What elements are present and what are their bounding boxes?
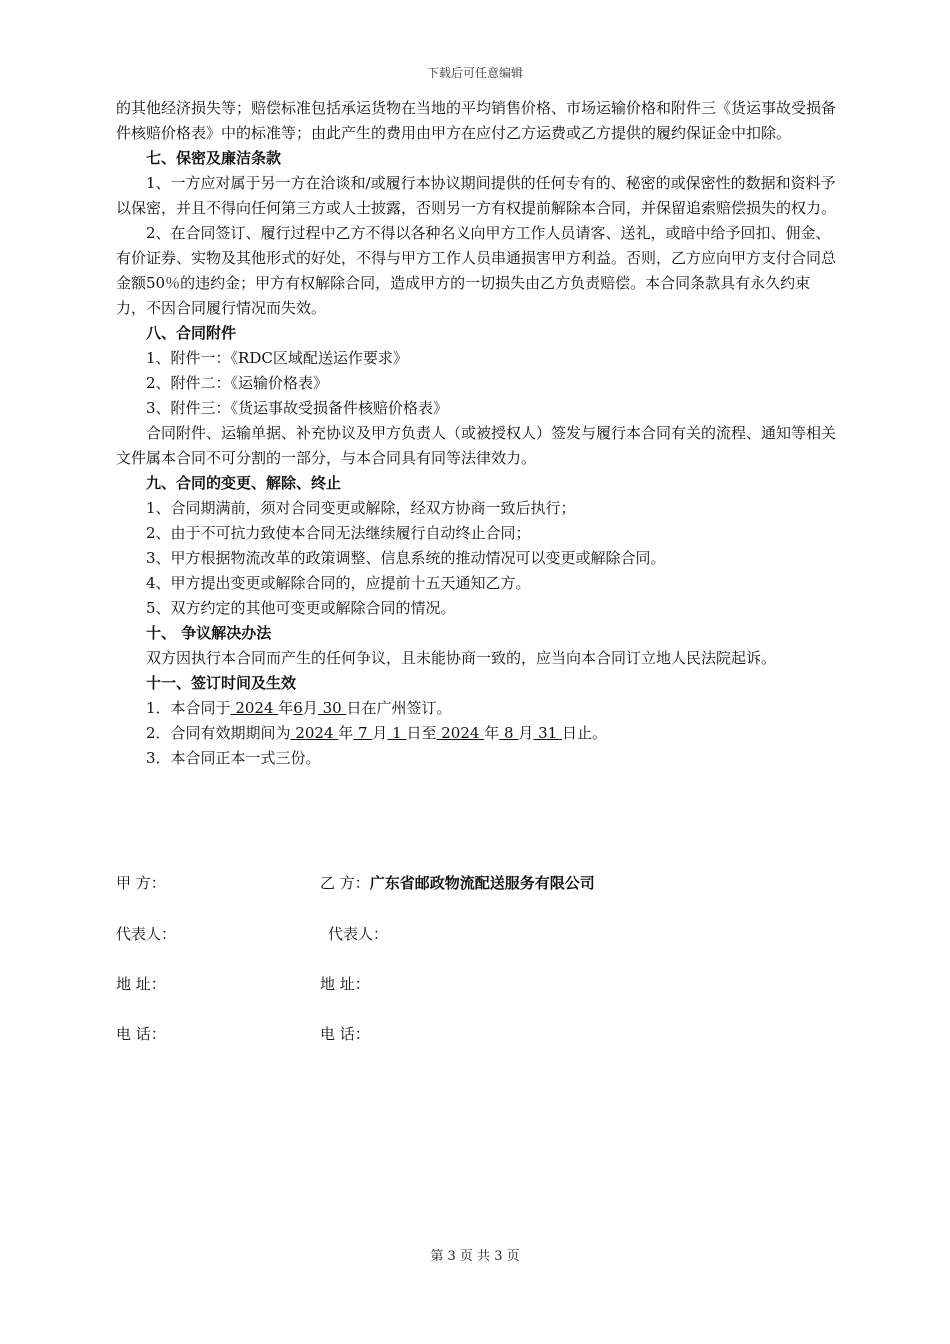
party-b-name: 广东省邮政物流配送服务有限公司 xyxy=(369,874,595,892)
attachment-note: 合同附件、运输单据、补充协议及甲方负责人（或被授权人）签发与履行本合同有关的流程、通知等相关文件属本合同不可分割的一部分，与本合同具有同等法律效力。 xyxy=(116,424,837,467)
attachment-1: 1、附件一：《RDC区域配送运作要求》 xyxy=(146,349,408,367)
section-7-title: 七、保密及廉洁条款 xyxy=(146,149,282,167)
page-header: 下载后可任意编辑 xyxy=(426,66,523,80)
section-9-title: 九、合同的变更、解除、终止 xyxy=(146,474,342,492)
end-year: 2024 xyxy=(436,724,485,742)
signature-address-row xyxy=(116,972,840,997)
copies-line: 3．本合同正本一式三份。 xyxy=(146,749,321,767)
signing-day: 30 xyxy=(317,699,347,717)
party-a-phone: 电 话： xyxy=(116,1025,166,1043)
party-b xyxy=(320,871,595,896)
attachment-3: 3、附件三：《货运事故受损备件核赔价格表》 xyxy=(146,399,449,417)
signing-year: 2024 xyxy=(230,699,279,717)
section-10-paragraph: 双方因执行本合同而产生的任何争议，且未能协商一致的，应当向本合同订立地人民法院起诉。 xyxy=(146,649,777,667)
end-month: 8 xyxy=(499,724,519,742)
section-11-title: 十一、签订时间及生效 xyxy=(146,674,297,692)
section-8-title: 八、合同附件 xyxy=(146,324,237,342)
party-b-phone: 电 话： xyxy=(320,1025,370,1043)
start-month: 7 xyxy=(353,724,373,742)
party-a-representative: 代表人： xyxy=(116,925,177,943)
party-b-representative: 代表人： xyxy=(328,925,389,943)
section-7-clause-1: 1、一方应对属于另一方在洽谈和/或履行本协议期间提供的任何专有的、秘密的或保密性的数据和资料予以保密，并且不得向任何第三方或人士披露，否则另一方有权提前解除本合同，并保留追索赔偿损失的权力。 xyxy=(116,174,837,217)
validity-period-line: 2．合同有效期期间为 2024 年 7 月 1 日至 2024 年 8 月 31 日止。 xyxy=(146,724,607,742)
signing-month: 6 xyxy=(293,699,303,717)
continued-paragraph: 的其他经济损失等；赔偿标准包括承运货物在当地的平均销售价格、市场运输价格和附件三《货运事故受损备件核赔价格表》中的标准等；由此产生的费用由甲方在应付乙方运费或乙方提供的履约保证金中扣除。 xyxy=(116,99,837,142)
section-9-item-1: 1、合同期满前，须对合同变更或解除，经双方协商一致后执行； xyxy=(146,499,576,517)
section-7-clause-2: 2、在合同签订、履行过程中乙方不得以各种名义向甲方工作人员请客、送礼，或暗中给予回扣、佣金、有价证券、实物及其他形式的好处，不得与甲方工作人员串通损害甲方利益。否则，乙方应向甲方支付合同总金额50％的违约金；甲方有权解除合同，造成甲方的一切损失由乙方负责赔偿。本合同条款具有永久约束力，不因合同履行情况而失效。 xyxy=(116,224,837,317)
start-day: 1 xyxy=(387,724,407,742)
section-10-title: 十、 争议解决办法 xyxy=(146,624,272,642)
signing-date-line: 1．本合同于 2024 年6月 30 日在广州签订。 xyxy=(146,699,452,717)
party-b-address: 地 址： xyxy=(320,975,370,993)
section-9-item-4: 4、甲方提出变更或解除合同的，应提前十五天通知乙方。 xyxy=(146,574,531,592)
section-9-item-2: 2、由于不可抗力致使本合同无法继续履行自动终止合同； xyxy=(146,524,531,542)
end-day: 31 xyxy=(533,724,562,742)
party-a-address: 地 址： xyxy=(116,975,166,993)
document-body xyxy=(116,96,840,771)
start-year: 2024 xyxy=(290,724,339,742)
party-b-label: 乙 方： xyxy=(320,874,370,892)
signature-phone-row xyxy=(116,1022,840,1047)
signature-party-row xyxy=(116,871,840,896)
party-a-label: 甲 方： xyxy=(116,874,166,892)
attachment-2: 2、附件二：《运输价格表》 xyxy=(146,374,329,392)
section-9-item-5: 5、双方约定的其他可变更或解除合同的情况。 xyxy=(146,599,456,617)
signature-representative-row xyxy=(116,922,840,947)
section-9-item-3: 3、甲方根据物流改革的政策调整、信息系统的推动情况可以变更或解除合同。 xyxy=(146,549,666,567)
page-footer: 第 3 页 共 3 页 xyxy=(430,1249,520,1264)
